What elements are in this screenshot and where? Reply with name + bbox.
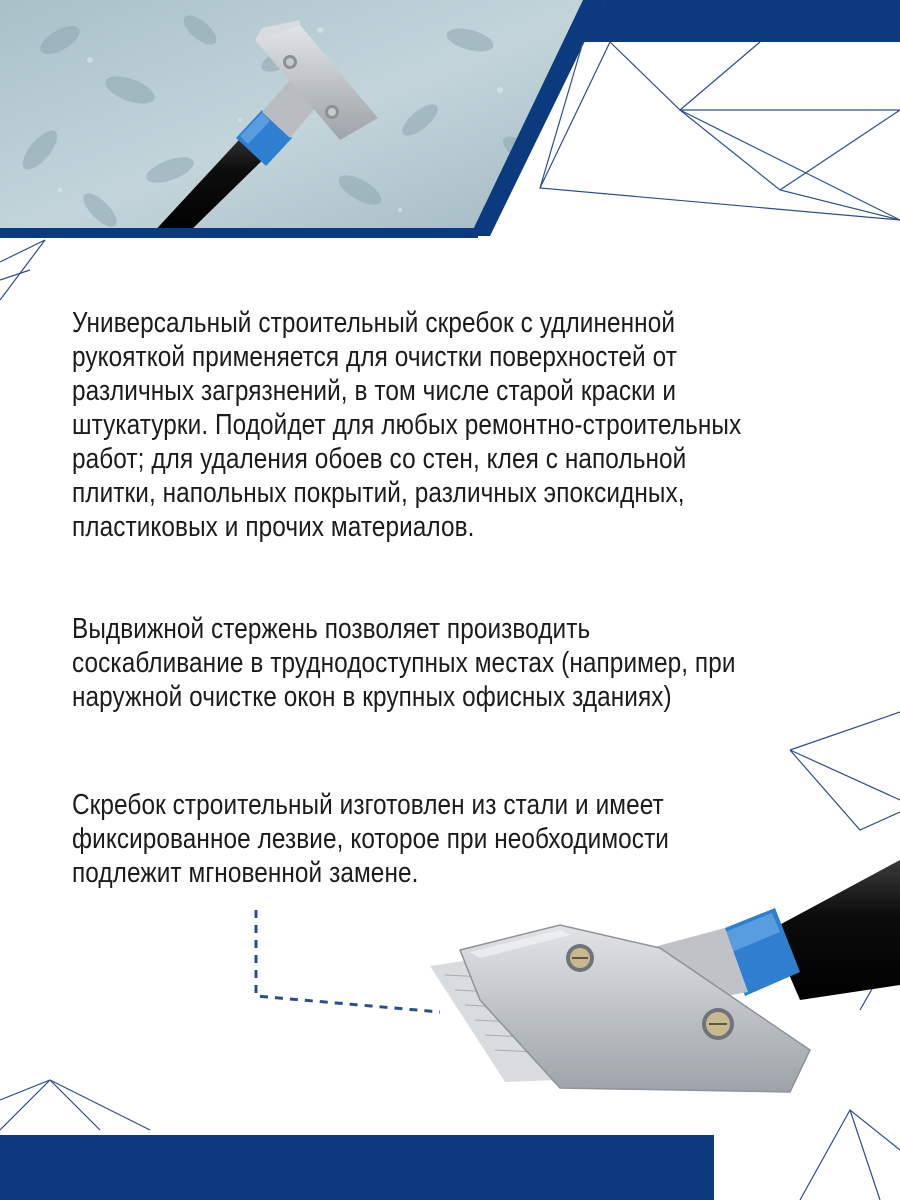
geometric-lines-top <box>540 42 900 220</box>
paragraph-description: Универсальный строительный скребок с удлиненной рукояткой применяется для очистки поверхностей от различных загрязнений, в том числе старой краски и штукатурки. Подойдет для любых ремонтно-строительных работ; для удаления обоев со стен, клея с напольной плитки, напольных покрытий, различных эпоксидных, пластиковых и прочих материалов. <box>72 307 742 543</box>
bottom-photo <box>430 860 900 1092</box>
paragraph-material-blade: Скребок строительный изготовлен из стали и имеет фиксированное лезвие, которое при необходимости подлежит мгновенной замене. <box>72 789 670 889</box>
geometric-lines-bottom <box>0 1080 150 1130</box>
paragraph-extendable-rod: Выдвижной стержень позволяет производить соскабливание в труднодоступных местах (например, при наружной очистке окон в крупных офисных зданиях) <box>72 613 736 713</box>
bottom-blue-band <box>0 1135 714 1200</box>
geometric-lines-left <box>0 240 45 300</box>
top-blue-band <box>583 0 900 42</box>
dashed-connector <box>256 910 440 1012</box>
